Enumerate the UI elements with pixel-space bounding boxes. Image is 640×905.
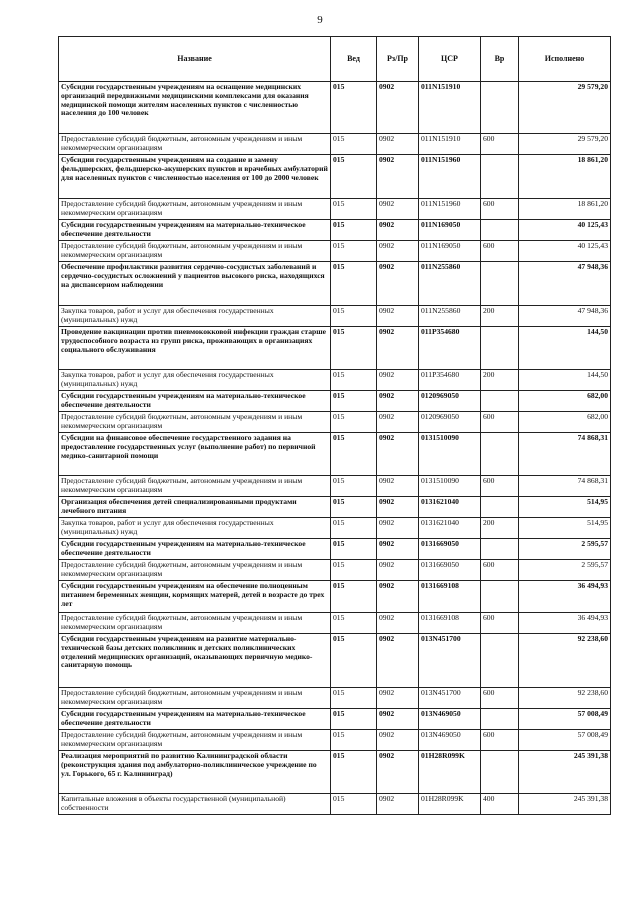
cell-csr: 011N255860 <box>419 306 481 327</box>
cell-rzpr: 0902 <box>377 634 419 688</box>
cell-csr: 013N469050 <box>419 730 481 751</box>
cell-rzpr: 0902 <box>377 155 419 199</box>
cell-name: Закупка товаров, работ и услуг для обеспечения государственных (муниципальных) нужд <box>59 306 331 327</box>
cell-csr: 0120969050 <box>419 391 481 412</box>
cell-csr: 013N469050 <box>419 709 481 730</box>
cell-rzpr: 0902 <box>377 370 419 391</box>
cell-vr <box>481 581 519 613</box>
cell-csr: 011N169050 <box>419 241 481 262</box>
table-row <box>59 581 611 613</box>
cell-ved: 015 <box>331 709 377 730</box>
cell-rzpr: 0902 <box>377 688 419 709</box>
cell-vr: 600 <box>481 730 519 751</box>
cell-ved: 015 <box>331 634 377 688</box>
table-row <box>59 560 611 581</box>
cell-rzpr: 0902 <box>377 82 419 134</box>
cell-csr: 011N151960 <box>419 155 481 199</box>
cell-name: Субсидии государственным учреждениям на материально-техническое обеспечение деятельности <box>59 539 331 560</box>
cell-vr <box>481 155 519 199</box>
cell-name: Предоставление субсидий бюджетным, автономным учреждениям и иным некоммерческим организациям <box>59 476 331 497</box>
col-header-vr: Вр <box>481 37 519 82</box>
cell-csr: 0131621040 <box>419 518 481 539</box>
cell-amount: 57 008,49 <box>519 730 611 751</box>
cell-rzpr: 0902 <box>377 730 419 751</box>
cell-rzpr: 0902 <box>377 613 419 634</box>
cell-amount: 47 948,36 <box>519 262 611 306</box>
cell-csr: 0131510090 <box>419 476 481 497</box>
cell-rzpr: 0902 <box>377 581 419 613</box>
cell-vr <box>481 433 519 476</box>
cell-vr <box>481 82 519 134</box>
table-row <box>59 613 611 634</box>
cell-rzpr: 0902 <box>377 539 419 560</box>
cell-name: Субсидии государственным учреждениям на создание и замену фельдшерских, фельдшерско-акушерских пунктов и врачебных амбулаторий для населенных пунктов с численностью населения от 100 до 2000 человек <box>59 155 331 199</box>
cell-amount: 682,00 <box>519 391 611 412</box>
cell-amount: 2 595,57 <box>519 560 611 581</box>
cell-name: Субсидии государственным учреждениям на материально-техническое обеспечение деятельности <box>59 391 331 412</box>
cell-csr: 0131669050 <box>419 560 481 581</box>
cell-name: Капитальные вложения в объекты государственной (муниципальной) собственности <box>59 794 331 815</box>
cell-ved: 015 <box>331 199 377 220</box>
cell-rzpr: 0902 <box>377 391 419 412</box>
cell-vr <box>481 391 519 412</box>
cell-ved: 015 <box>331 412 377 433</box>
cell-ved: 015 <box>331 476 377 497</box>
col-header-name: Название <box>59 37 331 82</box>
cell-amount: 36 494,93 <box>519 613 611 634</box>
cell-name: Проведение вакцинации против пневмококковой инфекции граждан старше трудоспособного возраста из групп риска, проживающих в организациях социального обслуживания <box>59 327 331 370</box>
cell-name: Субсидии государственным учреждениям на развитие материально-технической базы детских поликлиник и детских поликлинических отделений медицинских организаций, оказывающих первичную медико-санитарную помощь <box>59 634 331 688</box>
cell-ved: 015 <box>331 581 377 613</box>
cell-amount: 144,50 <box>519 370 611 391</box>
cell-vr: 400 <box>481 794 519 815</box>
cell-vr: 200 <box>481 370 519 391</box>
cell-ved: 015 <box>331 688 377 709</box>
cell-rzpr: 0902 <box>377 709 419 730</box>
cell-name: Реализация мероприятий по развитию Калининградской области (реконструкция здания под амбулаторно-поликлиническое учреждение по ул. Горького, 65 г. Калининград) <box>59 751 331 794</box>
cell-ved: 015 <box>331 306 377 327</box>
cell-rzpr: 0902 <box>377 306 419 327</box>
cell-name: Субсидии государственным учреждениям на оснащение медицинских организаций передвижными медицинскими комплексами для оказания медицинской помощи жителям населенных пунктов с численностью населения до 100 человек <box>59 82 331 134</box>
cell-vr: 600 <box>481 613 519 634</box>
cell-ved: 015 <box>331 391 377 412</box>
table-row <box>59 220 611 241</box>
cell-vr: 600 <box>481 412 519 433</box>
cell-ved: 015 <box>331 751 377 794</box>
cell-name: Предоставление субсидий бюджетным, автономным учреждениям и иным некоммерческим организациям <box>59 134 331 155</box>
cell-amount: 40 125,43 <box>519 220 611 241</box>
cell-vr: 600 <box>481 241 519 262</box>
cell-amount: 47 948,36 <box>519 306 611 327</box>
cell-rzpr: 0902 <box>377 560 419 581</box>
cell-csr: 01Н28R099K <box>419 794 481 815</box>
cell-amount: 18 861,20 <box>519 199 611 220</box>
table-row <box>59 794 611 815</box>
table-row <box>59 433 611 476</box>
cell-csr: 011P354680 <box>419 327 481 370</box>
cell-vr <box>481 634 519 688</box>
cell-amount: 40 125,43 <box>519 241 611 262</box>
table-row <box>59 327 611 370</box>
cell-amount: 245 391,38 <box>519 794 611 815</box>
col-header-csr: ЦСР <box>419 37 481 82</box>
cell-vr: 600 <box>481 688 519 709</box>
table-row <box>59 476 611 497</box>
cell-csr: 011P354680 <box>419 370 481 391</box>
cell-vr: 600 <box>481 134 519 155</box>
cell-rzpr: 0902 <box>377 794 419 815</box>
cell-vr <box>481 539 519 560</box>
table-row <box>59 155 611 199</box>
cell-rzpr: 0902 <box>377 433 419 476</box>
col-header-amount: Исполнено <box>519 37 611 82</box>
table-row <box>59 306 611 327</box>
cell-name: Субсидии государственным учреждениям на материально-техническое обеспечение деятельности <box>59 709 331 730</box>
cell-ved: 015 <box>331 560 377 581</box>
cell-name: Предоставление субсидий бюджетным, автономным учреждениям и иным некоммерческим организациям <box>59 613 331 634</box>
cell-vr <box>481 262 519 306</box>
cell-name: Предоставление субсидий бюджетным, автономным учреждениям и иным некоммерческим организациям <box>59 199 331 220</box>
cell-amount: 514,95 <box>519 497 611 518</box>
cell-vr <box>481 220 519 241</box>
table-row <box>59 82 611 134</box>
cell-vr <box>481 327 519 370</box>
cell-amount: 245 391,38 <box>519 751 611 794</box>
cell-amount: 36 494,93 <box>519 581 611 613</box>
cell-amount: 144,50 <box>519 327 611 370</box>
cell-name: Субсидии государственным учреждениям на материально-техническое обеспечение деятельности <box>59 220 331 241</box>
cell-vr <box>481 751 519 794</box>
cell-amount: 682,00 <box>519 412 611 433</box>
cell-csr: 011N169050 <box>419 220 481 241</box>
cell-rzpr: 0902 <box>377 751 419 794</box>
table-row <box>59 634 611 688</box>
table-row <box>59 751 611 794</box>
table-row <box>59 134 611 155</box>
cell-csr: 011N151910 <box>419 82 481 134</box>
cell-name: Субсидии государственным учреждениям на обеспечение полноценным питанием беременных женщин, кормящих матерей, детей в возрасте до трех лет <box>59 581 331 613</box>
cell-ved: 015 <box>331 518 377 539</box>
cell-ved: 015 <box>331 497 377 518</box>
cell-rzpr: 0902 <box>377 497 419 518</box>
cell-amount: 29 579,20 <box>519 82 611 134</box>
cell-amount: 74 868,31 <box>519 476 611 497</box>
cell-rzpr: 0902 <box>377 134 419 155</box>
page-number: 9 <box>317 14 323 26</box>
cell-name: Предоставление субсидий бюджетным, автономным учреждениям и иным некоммерческим организациям <box>59 730 331 751</box>
cell-name: Организация обеспечения детей специализированными продуктами лечебного питания <box>59 497 331 518</box>
cell-vr <box>481 497 519 518</box>
table-row <box>59 199 611 220</box>
table-row <box>59 262 611 306</box>
cell-ved: 015 <box>331 82 377 134</box>
table-row <box>59 370 611 391</box>
cell-amount: 92 238,60 <box>519 634 611 688</box>
cell-rzpr: 0902 <box>377 327 419 370</box>
cell-vr: 600 <box>481 199 519 220</box>
cell-rzpr: 0902 <box>377 476 419 497</box>
table-row <box>59 391 611 412</box>
cell-rzpr: 0902 <box>377 199 419 220</box>
cell-amount: 514,95 <box>519 518 611 539</box>
cell-csr: 0131669108 <box>419 613 481 634</box>
cell-rzpr: 0902 <box>377 518 419 539</box>
cell-vr: 600 <box>481 476 519 497</box>
cell-ved: 015 <box>331 613 377 634</box>
col-header-ved: Вед <box>331 37 377 82</box>
cell-name: Закупка товаров, работ и услуг для обеспечения государственных (муниципальных) нужд <box>59 518 331 539</box>
table-row <box>59 241 611 262</box>
table-body <box>59 82 611 815</box>
cell-ved: 015 <box>331 433 377 476</box>
cell-name: Предоставление субсидий бюджетным, автономным учреждениям и иным некоммерческим организациям <box>59 560 331 581</box>
table-row <box>59 518 611 539</box>
cell-csr: 0120969050 <box>419 412 481 433</box>
cell-ved: 015 <box>331 220 377 241</box>
cell-vr <box>481 709 519 730</box>
cell-amount: 18 861,20 <box>519 155 611 199</box>
cell-ved: 015 <box>331 327 377 370</box>
cell-rzpr: 0902 <box>377 262 419 306</box>
cell-name: Предоставление субсидий бюджетным, автономным учреждениям и иным некоммерческим организациям <box>59 688 331 709</box>
cell-csr: 013N451700 <box>419 688 481 709</box>
cell-csr: 011N151960 <box>419 199 481 220</box>
cell-ved: 015 <box>331 155 377 199</box>
budget-table <box>58 36 611 815</box>
table-row <box>59 709 611 730</box>
cell-name: Предоставление субсидий бюджетным, автономным учреждениям и иным некоммерческим организациям <box>59 241 331 262</box>
cell-name: Предоставление субсидий бюджетным, автономным учреждениям и иным некоммерческим организациям <box>59 412 331 433</box>
cell-csr: 013N451700 <box>419 634 481 688</box>
table-row <box>59 539 611 560</box>
table-row <box>59 730 611 751</box>
cell-rzpr: 0902 <box>377 220 419 241</box>
cell-ved: 015 <box>331 730 377 751</box>
cell-csr: 0131510090 <box>419 433 481 476</box>
cell-name: Субсидии на финансовое обеспечение государственного задания на предоставление государственных услуг (выполнение работ) по первичной медико-санитарной помощи <box>59 433 331 476</box>
cell-amount: 29 579,20 <box>519 134 611 155</box>
cell-amount: 57 008,49 <box>519 709 611 730</box>
col-header-rzpr: Рз/Пр <box>377 37 419 82</box>
cell-name: Обеспечение профилактики развития сердечно-сосудистых заболеваний и сердечно-сосудистых осложнений у пациентов высокого риска, находящихся на диспансерном наблюдении <box>59 262 331 306</box>
cell-ved: 015 <box>331 134 377 155</box>
cell-ved: 015 <box>331 262 377 306</box>
table-row <box>59 688 611 709</box>
cell-csr: 011N255860 <box>419 262 481 306</box>
table-row <box>59 412 611 433</box>
table-row <box>59 497 611 518</box>
cell-amount: 92 238,60 <box>519 688 611 709</box>
cell-csr: 0131669108 <box>419 581 481 613</box>
cell-rzpr: 0902 <box>377 241 419 262</box>
cell-csr: 0131669050 <box>419 539 481 560</box>
cell-amount: 2 595,57 <box>519 539 611 560</box>
cell-csr: 011N151910 <box>419 134 481 155</box>
cell-ved: 015 <box>331 794 377 815</box>
cell-vr: 200 <box>481 306 519 327</box>
cell-ved: 015 <box>331 370 377 391</box>
cell-ved: 015 <box>331 539 377 560</box>
cell-ved: 015 <box>331 241 377 262</box>
cell-csr: 0131621040 <box>419 497 481 518</box>
cell-csr: 01Н28R099K <box>419 751 481 794</box>
cell-name: Закупка товаров, работ и услуг для обеспечения государственных (муниципальных) нужд <box>59 370 331 391</box>
cell-vr: 200 <box>481 518 519 539</box>
cell-amount: 74 868,31 <box>519 433 611 476</box>
table-header-row <box>59 37 611 82</box>
cell-vr: 600 <box>481 560 519 581</box>
cell-rzpr: 0902 <box>377 412 419 433</box>
